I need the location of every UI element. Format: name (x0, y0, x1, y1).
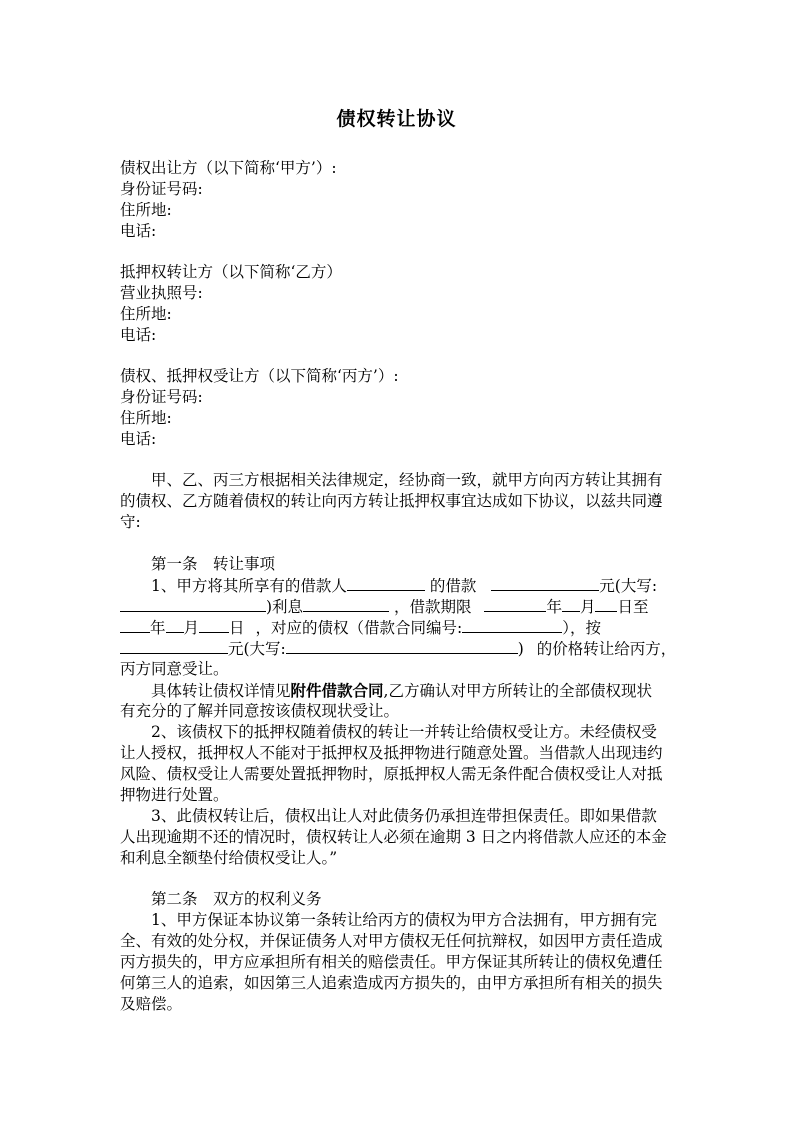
article1-clause2-line: 2、该债权下的抵押权随着债权的转让一并转让给债权受让方。未经债权受 (151, 723, 657, 741)
document-title: 债权转让协议 (336, 108, 457, 130)
amount-blank (491, 575, 599, 591)
party-b-heading: 抵押权转让方（以下简称‘乙方） (120, 263, 342, 281)
party-a-address-label: 住所地: (120, 201, 172, 219)
party-b-license-label: 营业执照号: (120, 284, 203, 302)
clause-text: 日至 (617, 598, 649, 616)
contract-number-blank (462, 617, 562, 633)
end-month-blank (166, 617, 184, 633)
clause-text: 月 (183, 619, 200, 637)
clause-text: 年 (546, 598, 562, 616)
amount-words-blank (120, 596, 266, 612)
article1-clause2-line: 风险、债权受让人需要处置抵押物时，原抵押权人需无条件配合债权受让人对抵 (120, 765, 663, 783)
preamble-line: 甲、乙、丙三方根据相关法律规定，经协商一致，就甲方向丙方转让其拥有 (151, 471, 663, 489)
party-b-phone-label: 电话: (120, 326, 157, 344)
article1-clause1-line (120, 596, 649, 618)
party-a-heading: 债权出让方（以下简称‘甲方’）: (120, 159, 337, 177)
clause-text: 元(大写: (228, 640, 286, 658)
start-day-blank (595, 596, 617, 612)
start-month-blank (562, 596, 580, 612)
article1-clause1-line: 丙方同意受让。 (120, 660, 229, 678)
article2-clause1-line: 全、有效的处分权，并保证债务人对甲方债权无任何抗辩权，如因甲方责任造成 (120, 932, 663, 950)
party-b-address-label: 住所地: (120, 305, 172, 323)
clause-text: 月 (579, 598, 596, 616)
article1-heading: 第一条 转让事项 (151, 555, 276, 573)
party-c-heading: 债权、抵押权受让方（以下简称‘丙方’）: (120, 367, 399, 385)
borrower-blank (347, 575, 425, 591)
clause-text: ），按 (562, 619, 601, 637)
article1-clause1-line (151, 575, 657, 597)
clause-text: 的借款 (429, 577, 477, 595)
article1-detail-line (151, 680, 652, 702)
clause-text: 日 (229, 619, 245, 637)
article1-detail-line: 有充分的了解并同意按该债权现状受让。 (120, 702, 400, 720)
article1-clause3-line: 3、此债权转让后，债权出让人对此债务仍承担连带担保责任。即如果借款 (151, 807, 657, 825)
party-a-id-label: 身份证号码: (120, 180, 203, 198)
price-words-blank (286, 638, 518, 654)
price-blank (120, 638, 228, 654)
preamble-line: 守: (120, 513, 141, 531)
party-a-phone-label: 电话: (120, 222, 157, 240)
clause-text: 1、甲方将其所享有的借款人 (151, 577, 347, 595)
article2-clause1-line: 丙方损失的，甲方应承担所有相关的赔偿责任。甲方保证其所转让的债权免遭任 (120, 953, 663, 971)
article1-clause1-line (120, 617, 601, 639)
article2-clause1-line: 何第三人的追索，如因第三人追索造成丙方损失的，由甲方承担所有相关的损失 (120, 974, 663, 992)
end-day-blank (199, 617, 229, 633)
party-c-id-label: 身份证号码: (120, 388, 203, 406)
clause-text: )利息 (266, 598, 304, 616)
article1-clause1-line (120, 638, 676, 660)
article1-clause2-line: 让人授权，抵押权人不能对于抵押权及抵押物进行随意处置。当借款人出现违约 (120, 744, 663, 762)
start-year-blank (484, 596, 546, 612)
article1-clause2-line: 押物进行处置。 (120, 786, 229, 804)
party-c-phone-label: 电话: (120, 430, 157, 448)
article2-heading: 第二条 双方的权利义务 (151, 890, 322, 908)
detail-text: ,乙方确认对甲方所转让的全部债权现状 (383, 682, 652, 700)
clause-text: 的价格转让给丙方， (536, 640, 677, 658)
end-year-blank (120, 617, 150, 633)
article2-clause1-line: 及赔偿。 (120, 995, 183, 1013)
preamble-line: 的债权、乙方随着债权的转让向丙方转让抵押权事宜达成如下协议，以兹共同遵 (120, 492, 663, 510)
article2-clause1-line: 1、甲方保证本协议第一条转让给丙方的债权为甲方合法拥有，甲方拥有完 (151, 911, 657, 929)
clause-text: ，借款期限 (394, 598, 472, 616)
clause-text: 年 (150, 619, 166, 637)
attachment-reference: 附件借款合同 (290, 681, 384, 700)
clause-text: 元(大写: (599, 577, 658, 595)
article1-clause3-line: 人出现逾期不还的情况时，债权转让人必须在逾期 3 日之内将借款人应还的本金 (120, 828, 667, 846)
clause-text: ，对应的债权（借款合同编号: (255, 619, 463, 637)
party-c-address-label: 住所地: (120, 409, 172, 427)
article1-clause3-line: 和利息全额垫付给债权受让人。” (120, 849, 338, 867)
detail-text: 具体转让债权详情见 (151, 682, 291, 700)
interest-blank (303, 596, 389, 612)
clause-text: ) (517, 640, 524, 658)
